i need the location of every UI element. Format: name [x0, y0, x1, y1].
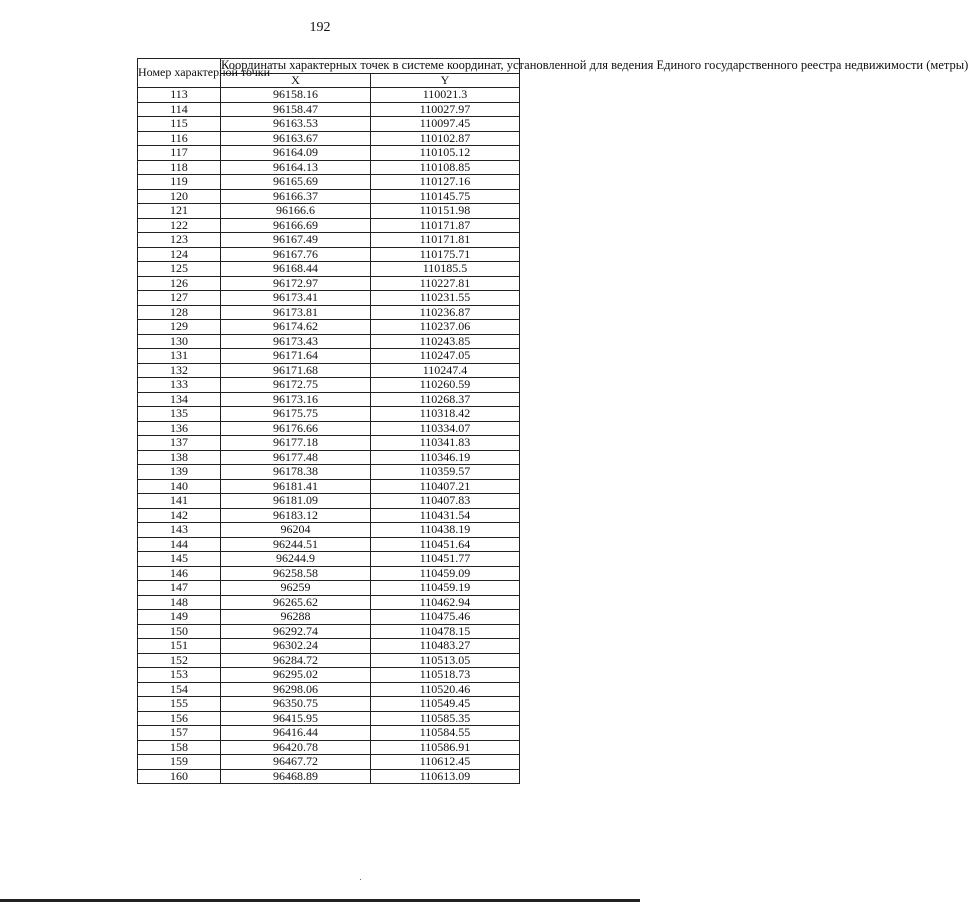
- y-cell: 110438.19: [371, 523, 520, 538]
- x-cell: 96468.89: [221, 769, 371, 784]
- x-cell: 96171.64: [221, 349, 371, 364]
- point-number-cell: 139: [138, 465, 221, 480]
- table-row: [138, 407, 520, 422]
- x-cell: 96416.44: [221, 726, 371, 741]
- y-cell: 110097.45: [371, 117, 520, 132]
- point-number-cell: 133: [138, 378, 221, 393]
- table-row: [138, 189, 520, 204]
- y-cell: 110585.35: [371, 711, 520, 726]
- x-cell: 96204: [221, 523, 371, 538]
- x-cell: 96177.18: [221, 436, 371, 451]
- scan-artifact: [360, 879, 361, 880]
- point-number-header: Номер характерной точки: [138, 59, 221, 88]
- x-cell: 96172.75: [221, 378, 371, 393]
- y-cell: 110431.54: [371, 508, 520, 523]
- table-row: [138, 276, 520, 291]
- y-cell: 110185.5: [371, 262, 520, 277]
- table-body: [138, 88, 520, 784]
- table-row: [138, 363, 520, 378]
- y-cell: 110520.46: [371, 682, 520, 697]
- y-cell: 110247.05: [371, 349, 520, 364]
- x-cell: 96302.24: [221, 639, 371, 654]
- y-cell: 110478.15: [371, 624, 520, 639]
- page-number: 192: [309, 20, 331, 35]
- y-cell: 110586.91: [371, 740, 520, 755]
- point-number-cell: 149: [138, 610, 221, 625]
- x-cell: 96175.75: [221, 407, 371, 422]
- x-cell: 96265.62: [221, 595, 371, 610]
- coordinates-table: [137, 58, 968, 784]
- x-cell: 96165.69: [221, 175, 371, 190]
- table-row: [138, 247, 520, 262]
- table-row: [138, 537, 520, 552]
- table-row: [138, 508, 520, 523]
- table-row: [138, 682, 520, 697]
- x-cell: 96158.16: [221, 88, 371, 103]
- x-cell: 96163.53: [221, 117, 371, 132]
- x-cell: 96173.43: [221, 334, 371, 349]
- y-cell: 110407.83: [371, 494, 520, 509]
- y-cell: 110518.73: [371, 668, 520, 683]
- point-number-cell: 126: [138, 276, 221, 291]
- point-number-cell: 128: [138, 305, 221, 320]
- table-row: [138, 291, 520, 306]
- x-cell: 96168.44: [221, 262, 371, 277]
- x-cell: 96164.09: [221, 146, 371, 161]
- y-cell: 110236.87: [371, 305, 520, 320]
- y-cell: 110462.94: [371, 595, 520, 610]
- y-cell: 110237.06: [371, 320, 520, 335]
- y-cell: 110171.81: [371, 233, 520, 248]
- x-cell: 96292.74: [221, 624, 371, 639]
- y-cell: 110260.59: [371, 378, 520, 393]
- y-cell: 110108.85: [371, 160, 520, 175]
- y-cell: 110102.87: [371, 131, 520, 146]
- y-cell: 110027.97: [371, 102, 520, 117]
- x-cell: 96173.16: [221, 392, 371, 407]
- point-number-cell: 124: [138, 247, 221, 262]
- table-row: [138, 305, 520, 320]
- table-row: [138, 711, 520, 726]
- table-row: [138, 581, 520, 596]
- y-cell: 110231.55: [371, 291, 520, 306]
- table-row: [138, 204, 520, 219]
- y-cell: 110171.87: [371, 218, 520, 233]
- point-number-cell: 136: [138, 421, 221, 436]
- point-number-cell: 119: [138, 175, 221, 190]
- x-cell: 96164.13: [221, 160, 371, 175]
- x-cell: 96166.37: [221, 189, 371, 204]
- y-cell: 110151.98: [371, 204, 520, 219]
- point-number-cell: 123: [138, 233, 221, 248]
- x-cell: 96167.49: [221, 233, 371, 248]
- x-cell: 96173.41: [221, 291, 371, 306]
- point-number-cell: 127: [138, 291, 221, 306]
- y-cell: 110268.37: [371, 392, 520, 407]
- point-number-cell: 138: [138, 450, 221, 465]
- point-number-cell: 160: [138, 769, 221, 784]
- table-row: [138, 494, 520, 509]
- table-row: [138, 320, 520, 335]
- y-cell: 110318.42: [371, 407, 520, 422]
- x-cell: 96467.72: [221, 755, 371, 770]
- point-number-cell: 134: [138, 392, 221, 407]
- point-number-cell: 158: [138, 740, 221, 755]
- point-number-cell: 118: [138, 160, 221, 175]
- y-cell: 110613.09: [371, 769, 520, 784]
- x-cell: 96420.78: [221, 740, 371, 755]
- x-cell: 96163.67: [221, 131, 371, 146]
- table-row: [138, 465, 520, 480]
- table-row: [138, 218, 520, 233]
- y-cell: 110341.83: [371, 436, 520, 451]
- point-number-cell: 145: [138, 552, 221, 567]
- point-number-cell: 129: [138, 320, 221, 335]
- header-row: [138, 59, 520, 74]
- y-cell: 110175.71: [371, 247, 520, 262]
- x-cell: 96174.62: [221, 320, 371, 335]
- point-number-cell: 132: [138, 363, 221, 378]
- y-cell: 110483.27: [371, 639, 520, 654]
- x-cell: 96176.66: [221, 421, 371, 436]
- x-cell: 96181.41: [221, 479, 371, 494]
- point-number-cell: 116: [138, 131, 221, 146]
- point-number-cell: 151: [138, 639, 221, 654]
- x-cell: 96178.38: [221, 465, 371, 480]
- point-number-cell: 142: [138, 508, 221, 523]
- y-cell: 110346.19: [371, 450, 520, 465]
- point-number-cell: 148: [138, 595, 221, 610]
- table-row: [138, 131, 520, 146]
- table-row: [138, 102, 520, 117]
- y-header: Y: [371, 73, 520, 88]
- table-row: [138, 479, 520, 494]
- y-cell: 110459.09: [371, 566, 520, 581]
- x-cell: 96244.9: [221, 552, 371, 567]
- point-number-cell: 130: [138, 334, 221, 349]
- y-cell: 110612.45: [371, 755, 520, 770]
- point-number-cell: 117: [138, 146, 221, 161]
- table-row: [138, 175, 520, 190]
- x-cell: 96295.02: [221, 668, 371, 683]
- point-number-cell: 159: [138, 755, 221, 770]
- table-row: [138, 436, 520, 451]
- footer-line: [0, 899, 640, 902]
- point-number-cell: 125: [138, 262, 221, 277]
- table-row: [138, 624, 520, 639]
- table-row: [138, 697, 520, 712]
- point-number-cell: 144: [138, 537, 221, 552]
- point-number-cell: 147: [138, 581, 221, 596]
- point-number-cell: 152: [138, 653, 221, 668]
- point-number-cell: 150: [138, 624, 221, 639]
- y-cell: 110145.75: [371, 189, 520, 204]
- y-cell: 110584.55: [371, 726, 520, 741]
- table-row: [138, 552, 520, 567]
- y-cell: 110227.81: [371, 276, 520, 291]
- table-row: [138, 392, 520, 407]
- table-row: [138, 566, 520, 581]
- y-cell: 110127.16: [371, 175, 520, 190]
- x-cell: 96259: [221, 581, 371, 596]
- y-cell: 110475.46: [371, 610, 520, 625]
- x-cell: 96158.47: [221, 102, 371, 117]
- x-cell: 96173.81: [221, 305, 371, 320]
- point-number-cell: 155: [138, 697, 221, 712]
- x-cell: 96258.58: [221, 566, 371, 581]
- x-cell: 96177.48: [221, 450, 371, 465]
- point-number-cell: 146: [138, 566, 221, 581]
- table-row: [138, 610, 520, 625]
- table-row: [138, 450, 520, 465]
- point-number-cell: 137: [138, 436, 221, 451]
- table-row: [138, 421, 520, 436]
- x-cell: 96171.68: [221, 363, 371, 378]
- point-number-cell: 157: [138, 726, 221, 741]
- x-cell: 96284.72: [221, 653, 371, 668]
- point-number-cell: 121: [138, 204, 221, 219]
- table-row: [138, 726, 520, 741]
- table-row: [138, 639, 520, 654]
- point-number-cell: 153: [138, 668, 221, 683]
- x-cell: 96172.97: [221, 276, 371, 291]
- table-row: [138, 146, 520, 161]
- table-row: [138, 262, 520, 277]
- point-number-cell: 120: [138, 189, 221, 204]
- table-row: [138, 653, 520, 668]
- y-cell: 110459.19: [371, 581, 520, 596]
- y-cell: 110247.4: [371, 363, 520, 378]
- table-row: [138, 523, 520, 538]
- point-number-cell: 131: [138, 349, 221, 364]
- point-number-cell: 140: [138, 479, 221, 494]
- table-row: [138, 595, 520, 610]
- y-cell: 110021.3: [371, 88, 520, 103]
- table-row: [138, 378, 520, 393]
- point-number-cell: 122: [138, 218, 221, 233]
- table-row: [138, 160, 520, 175]
- table-row: [138, 88, 520, 103]
- table-row: [138, 117, 520, 132]
- point-number-cell: 154: [138, 682, 221, 697]
- x-cell: 96415.95: [221, 711, 371, 726]
- x-header: X: [221, 73, 371, 88]
- x-cell: 96183.12: [221, 508, 371, 523]
- table-row: [138, 755, 520, 770]
- table-row: [138, 349, 520, 364]
- y-cell: 110407.21: [371, 479, 520, 494]
- point-number-cell: 141: [138, 494, 221, 509]
- x-cell: 96298.06: [221, 682, 371, 697]
- y-cell: 110451.77: [371, 552, 520, 567]
- table-row: [138, 740, 520, 755]
- table-row: [138, 668, 520, 683]
- y-cell: 110513.05: [371, 653, 520, 668]
- x-cell: 96166.69: [221, 218, 371, 233]
- x-cell: 96350.75: [221, 697, 371, 712]
- y-cell: 110549.45: [371, 697, 520, 712]
- coordinates-header: Координаты характерных точек в системе координат, установленной для ведения Единого государственного реестра недвижимости (метры): [221, 58, 968, 72]
- point-number-cell: 114: [138, 102, 221, 117]
- y-cell: 110359.57: [371, 465, 520, 480]
- point-number-cell: 156: [138, 711, 221, 726]
- point-number-cell: 113: [138, 88, 221, 103]
- x-cell: 96181.09: [221, 494, 371, 509]
- y-cell: 110243.85: [371, 334, 520, 349]
- y-cell: 110451.64: [371, 537, 520, 552]
- point-number-cell: 143: [138, 523, 221, 538]
- y-cell: 110334.07: [371, 421, 520, 436]
- point-number-cell: 115: [138, 117, 221, 132]
- x-cell: 96244.51: [221, 537, 371, 552]
- y-cell: 110105.12: [371, 146, 520, 161]
- point-number-cell: 135: [138, 407, 221, 422]
- table-row: [138, 769, 520, 784]
- table-row: [138, 233, 520, 248]
- x-cell: 96167.76: [221, 247, 371, 262]
- table-row: [138, 334, 520, 349]
- x-cell: 96166.6: [221, 204, 371, 219]
- x-cell: 96288: [221, 610, 371, 625]
